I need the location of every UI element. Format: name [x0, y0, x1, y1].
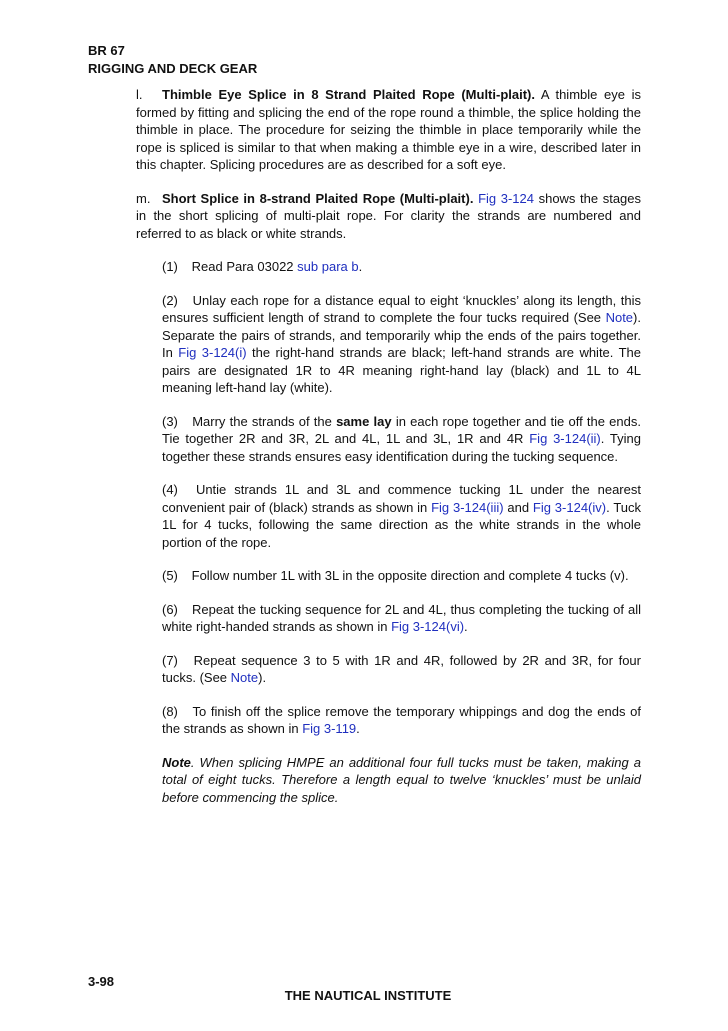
step-text: . Tuck 1L for 4 tucks, following the same direction as the white strands in the whole portion of the rope.: [162, 499, 642, 550]
step-3: [162, 413, 641, 466]
paragraph-heading: Thimble Eye Splice in 8 Strand Plaited Rope (Multi-plait).: [162, 87, 535, 102]
step-number: (8): [162, 703, 178, 719]
emphasis-text: same lay: [336, 413, 392, 429]
figure-link[interactable]: Fig 3-124(ii): [529, 431, 601, 446]
figure-link[interactable]: Fig 3-124(i): [178, 345, 247, 360]
figure-link[interactable]: Fig 3-124(iii): [431, 499, 504, 515]
step-text: ).: [258, 670, 267, 685]
step-6: [162, 601, 641, 636]
chapter-title: RIGGING AND DECK GEAR: [88, 61, 258, 76]
step-text: .: [356, 721, 360, 736]
step-text: and: [503, 499, 533, 515]
step-text: Repeat sequence 3 to 5 with 1R and 4R, followed by 2R and 3R, for four tucks. (See: [162, 652, 641, 685]
step-8: [162, 703, 641, 738]
step-text: To finish off the splice remove the temporary whippings and dog the ends of the strands as shown in: [162, 703, 641, 736]
figure-link[interactable]: Fig 3-124(vi): [391, 619, 465, 634]
step-text: in each rope together and tie off the ends. Tie together 2R and 3R, 2L and 4L, 1L and 3L, 1R and 4R: [162, 413, 641, 446]
paragraph-letter: m.: [136, 190, 151, 206]
publisher-footer: THE NAUTICAL INSTITUTE: [284, 988, 452, 1003]
paragraph-text: A thimble eye is formed by fitting and splicing the end of the rope round a thimble, the splice holding the thimble in place. The procedure for seizing the thimble in place temporarily while the rope is spliced is similar to that when making a thimble eye in a wire, described later in this chapter. Splicing procedures are as described for a soft eye.: [136, 87, 641, 172]
step-1: [162, 258, 641, 276]
step-5: [162, 567, 641, 585]
page-number: 3-98: [88, 974, 115, 989]
step-text: Unlay each rope for a distance equal to eight ‘knuckles’ along its length, this ensures sufficient length of strand to complete the four tucks required (See: [162, 292, 641, 325]
step-text: Follow number 1L with 3L in the opposite direction and complete 4 tucks (v).: [191, 568, 629, 583]
step-4: [162, 481, 641, 551]
note-text: . When splicing HMPE an additional four full tucks must be taken, making a total of eight tucks. Therefore a length equal to twelve ‘knuckles’ must be unlaid before commencing the splice.: [162, 754, 641, 805]
note-link[interactable]: Note: [230, 670, 259, 685]
step-number: (4): [162, 482, 178, 497]
paragraph-text: shows the stages in the short splicing of multi-plait rope. For clarity the strands are numbered and referred to as black or white strands.: [136, 190, 642, 241]
step-number: (6): [162, 601, 178, 617]
note-link[interactable]: Note: [605, 310, 634, 325]
step-text: the right-hand strands are black; left-hand strands are white. The pairs are designated 1R to 4R meaning right-hand lay (black) and 1L to 4L meaning left-hand lay (white).: [162, 345, 641, 395]
step-text: Read Para 03022: [191, 259, 298, 274]
step-number: (5): [162, 568, 178, 583]
step-text: .: [358, 259, 363, 274]
figure-link[interactable]: Fig 3-124: [478, 190, 534, 206]
step-7: [162, 652, 641, 687]
note-label: Note: [162, 754, 191, 770]
step-text: Untie strands 1L and 3L and commence tucking 1L under the nearest convenient pair of (black) strands as shown in: [162, 482, 641, 515]
step-text: ). Separate the pairs of strands, and temporarily whip the ends of the pairs together. In: [162, 310, 641, 360]
step-text: . Tying together these strands ensures easy identification during the tucking sequence.: [162, 431, 641, 464]
page-content: [136, 86, 641, 822]
step-text: Marry the strands of the: [192, 413, 337, 429]
step-number: (2): [162, 292, 178, 308]
cross-reference-link[interactable]: sub para b: [297, 259, 359, 274]
document-id: BR 67: [88, 43, 125, 58]
step-text: Repeat the tucking sequence for 2L and 4L, thus completing the tucking of all white right-handed strands as shown in: [162, 601, 641, 634]
paragraph-letter: l.: [136, 87, 143, 102]
step-text: .: [464, 619, 468, 634]
step-number: (3): [162, 413, 178, 429]
paragraph-m: [136, 190, 641, 243]
figure-link[interactable]: Fig 3-119: [302, 721, 357, 736]
paragraph-l: [136, 86, 641, 174]
figure-link[interactable]: Fig 3-124(iv): [532, 499, 607, 515]
step-number: (1): [162, 259, 178, 274]
note-paragraph: [162, 754, 641, 807]
step-2: [162, 292, 641, 397]
step-number: (7): [162, 652, 178, 668]
paragraph-heading: Short Splice in 8-strand Plaited Rope (Multi-plait).: [162, 190, 474, 206]
